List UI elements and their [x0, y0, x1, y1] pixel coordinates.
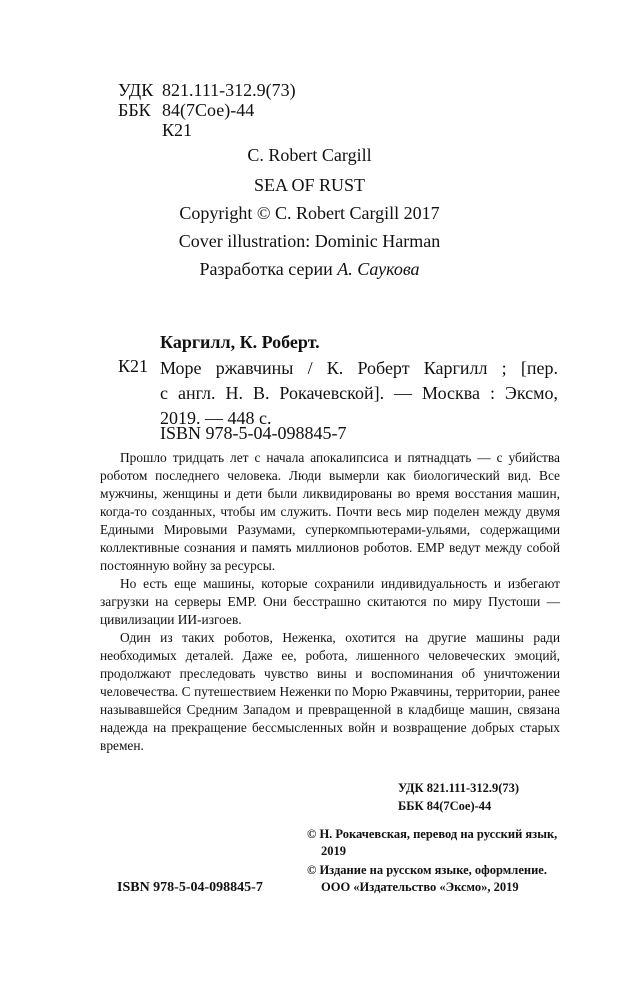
abstract-paragraph: Один из таких роботов, Неженка, охотится на другие машины ради необходимых деталей. Даже ее, робота, лишенного человеческих эмоций, продолжают преследовать чувство вины и воспоминания об уничтожении человечества. С путешествием Неженки по Морю Ржавчины, территории, ранее называвшейся Средним Западом и превращенной в кладбище машин, связана надежда на прекращение бессмысленных войн и возвращение добрых старых времен. [100, 630, 560, 753]
isbn-bottom: ISBN 978-5-04-098845-7 [117, 880, 263, 895]
edition-copyright: © Издание на русском языке, оформление. ООО «Издательство «Эксмо», 2019 [307, 863, 547, 894]
bibliographic-line: 2019. — 448 с. [160, 408, 272, 428]
abstract [100, 449, 560, 755]
series-designer: А. Саукова [337, 259, 420, 279]
author-mark: К21 [162, 120, 193, 140]
series-label: Разработка серии [199, 259, 333, 279]
udk-small: УДК 821.111-312.9(73) [398, 781, 520, 795]
bibliographic-heading: Каргилл, К. Роберт. [160, 332, 320, 352]
original-author: C. Robert Cargill [247, 145, 372, 165]
isbn-main: ISBN 978-5-04-098845-7 [160, 423, 347, 443]
abstract-paragraph: Но есть еще машины, которые сохранили индивидуальность и избегают загрузки на серверы ЕМР. Они бесстрашно скитаются по миру Пустоши — цивилизации ИИ-изгоев. [100, 576, 560, 627]
series-design [0, 259, 619, 280]
bibliographic-mark: К21 [118, 356, 149, 376]
udk-label: УДК [118, 80, 154, 100]
bbk-small: ББК 84(7Сое)-44 [398, 799, 492, 813]
bbk-value: 84(7Сое)-44 [162, 100, 255, 120]
classification-small [398, 779, 519, 815]
bibliographic-description [160, 356, 558, 431]
original-title: SEA OF RUST [253, 175, 366, 195]
original-copyright: Copyright © C. Robert Cargill 2017 [179, 203, 440, 223]
udk-line [118, 80, 296, 100]
translation-copyright: © Н. Рокачевская, перевод на русский язык, 2019 [307, 827, 558, 858]
bbk-line [118, 100, 254, 120]
copyright-block [307, 826, 565, 898]
bbk-label: ББК [118, 100, 151, 120]
udk-value: 821.111-312.9(73) [162, 80, 296, 100]
abstract-paragraph: Прошло тридцать лет с начала апокалипсиса и пятнадцать — с убийства роботом последнего человека. Люди вымерли как биологический вид. Все мужчины, женщины и дети были ликвидированы во время восстания машин, когда-то созданных, чтобы им служить. Почти весь мир поделен между двумя Едиными Мировыми Разумами, суперкомпьютерами-ульями, содержащими коллективные сознания и память миллионов роботов. ЕМР ведут между собой постоянную войну за ресурсы. [100, 450, 560, 573]
bibliographic-line: с англ. Н. В. Рокачевской]. — Москва : Эксмо, [160, 383, 558, 403]
bibliographic-line: Море ржавчины / К. Роберт Каргилл ; [пер. [160, 358, 558, 378]
cover-illustration: Cover illustration: Dominic Harman [178, 231, 441, 251]
